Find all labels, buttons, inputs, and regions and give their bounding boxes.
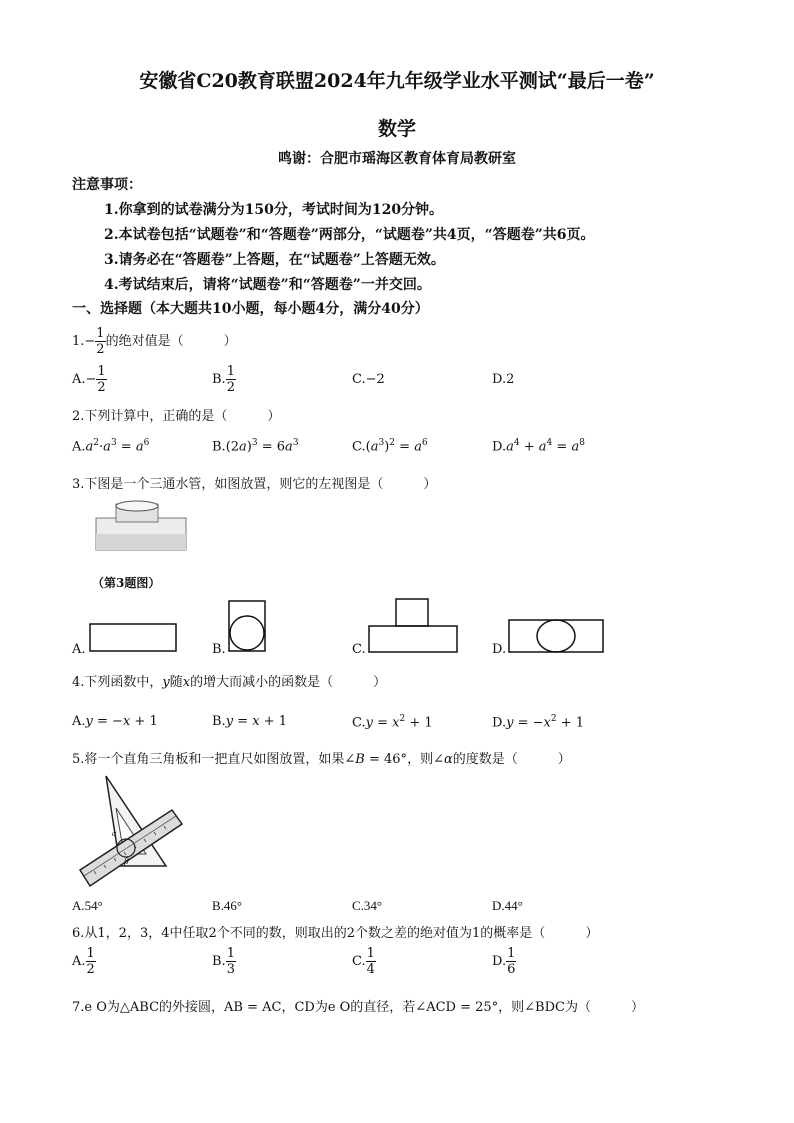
q2-option-b: $B.(2a)^3 = 6a^3$ <box>212 438 299 455</box>
acknowledgement: 鸣谢：合肥市瑶海区教育体育局教研室 <box>278 151 516 167</box>
q6-option-c: C. $\frac{1}{4}$ <box>352 946 375 977</box>
q1-option-c: C.−2 <box>352 372 385 387</box>
triangle-ruler-figure <box>74 770 186 892</box>
q1-option-d: D.2 <box>492 372 515 387</box>
notice-heading: 注意事项： <box>72 177 142 193</box>
q3-option-c-label: C. <box>352 642 366 657</box>
notice-item: 3.请务必在“答题卷”上答题，在“试题卷”上答题无效。 <box>104 252 445 268</box>
section-title: 一、选择题（本大题共10小题，每小题4分，满分40分） <box>72 301 429 317</box>
question-3: 3.下图是一个三通水管，如图放置，则它的左视图是（ ） <box>72 477 437 492</box>
notice-item: 1.你拿到的试卷满分为150分，考试时间为120分钟。 <box>104 202 444 218</box>
q4-option-b: B.y = x + 1 <box>212 714 287 729</box>
question-5: 5.将一个直角三角板和一把直尺如图放置，如果∠B = 46°，则∠α的度数是（ ） <box>72 752 571 767</box>
notice-item: 4.考试结束后，请将“试题卷”和“答题卷”一并交回。 <box>104 277 431 293</box>
subject-title: 数学 <box>377 118 416 140</box>
three-way-pipe-figure <box>86 498 196 562</box>
q1-prefix: 1.− <box>72 334 96 349</box>
q3-option-d-figure <box>506 616 606 656</box>
q6-option-a: A. $\frac{1}{2}$ <box>72 946 95 977</box>
q4-option-a: A.y = −x + 1 <box>72 714 158 729</box>
q2-option-d: $D.a^4 + a^4 = a^8$ <box>492 438 585 455</box>
q2-option-a: $A.a^2\cdot a^3 = a^6$ <box>72 438 150 455</box>
q2-option-c: $C.(a^3)^2 = a^6$ <box>352 438 428 455</box>
q3-option-c-figure <box>366 596 460 656</box>
q5-option-c: C.34° <box>352 898 383 913</box>
notice-item: 2.本试卷包括“试题卷”和“答题卷”两部分，“试题卷”共4页，“答题卷”共6页。 <box>104 227 595 243</box>
page-title: 安徽省C20教育联盟2024年九年级学业水平测试“最后一卷” <box>139 70 655 92</box>
q6-option-b: B. $\frac{1}{3}$ <box>212 946 235 977</box>
q5-option-d: D.44° <box>492 898 523 913</box>
q3-option-a-figure <box>88 620 178 654</box>
q3-option-a-label: A. <box>72 642 86 657</box>
q1-fraction: $\frac{1}{2}$ <box>96 326 105 357</box>
q1-option-b: B. $\frac{1}{2}$ <box>212 364 235 395</box>
question-2: 2.下列计算中，正确的是（ ） <box>72 409 281 424</box>
q1-option-a: A.− $\frac{1}{2}$ <box>72 364 106 395</box>
q4-option-c: $C.y = x^2 + 1$ <box>352 714 433 731</box>
question-7: 7.e O为△ABC的外接圆，AB = AC，CD为e O的直径，若∠ACD = 25°，则∠BDC为（ ） <box>72 1000 644 1015</box>
q1-stem: 的绝对值是（ <box>105 334 184 349</box>
q3-figure-caption: （第3题图） <box>92 576 161 590</box>
q3-option-d-label: D. <box>492 642 507 657</box>
q3-option-b-label: B. <box>212 642 226 657</box>
q4-option-d: $D.y = -x^2 + 1$ <box>492 714 585 731</box>
q5-option-b: B.46° <box>212 898 243 913</box>
question-6: 6.从1，2，3，4中任取2个不同的数，则取出的2个数之差的绝对值为1的概率是（ ） <box>72 926 599 941</box>
q5-option-a: A.54° <box>72 898 103 913</box>
question-1: 1.− $\frac{1}{2}$ 的绝对值是（ ） <box>72 326 237 357</box>
svg-text:α: α <box>112 829 117 838</box>
q3-option-b-figure <box>226 598 270 656</box>
q6-option-d: D. $\frac{1}{6}$ <box>492 946 516 977</box>
svg-text:β: β <box>124 856 129 866</box>
question-4: 4.下列函数中，y随x的增大而减小的函数是（ ） <box>72 675 387 690</box>
